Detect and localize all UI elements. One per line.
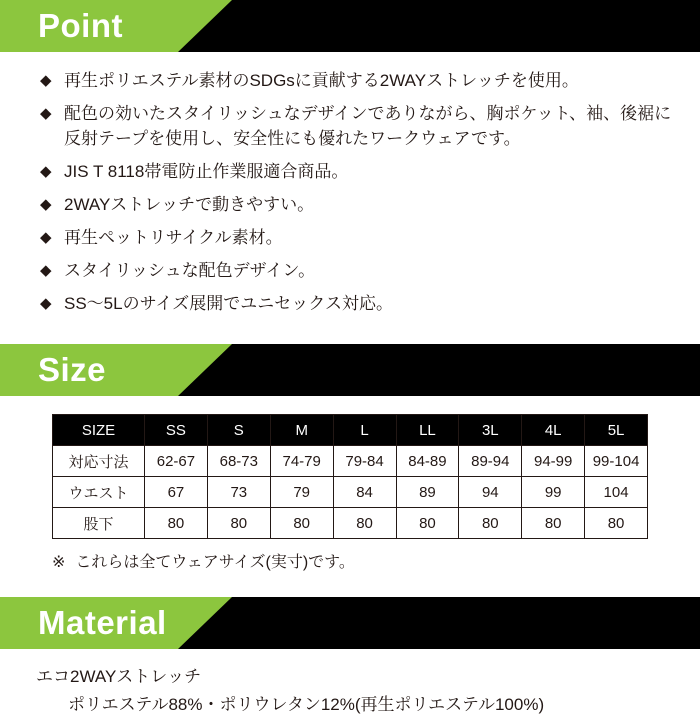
table-row <box>53 477 648 508</box>
table-cell: 80 <box>585 508 648 539</box>
table-cell: 89-94 <box>459 446 522 477</box>
table-cell: 79 <box>270 477 333 508</box>
table-cell: 80 <box>145 508 208 539</box>
point-section-heading <box>0 0 700 52</box>
column-header: L <box>333 415 396 446</box>
row-header: 股下 <box>53 508 145 539</box>
table-cell: 104 <box>585 477 648 508</box>
list-item-text: 再生ポリエステル素材のSDGsに貢献する2WAYストレッチを使用。 <box>64 71 579 90</box>
point-bullet-list <box>0 68 700 316</box>
table-cell: 89 <box>396 477 459 508</box>
size-heading-label: Size <box>38 351 107 388</box>
diamond-bullet-icon: ◆ <box>40 196 52 213</box>
list-item <box>40 159 682 184</box>
table-cell: 80 <box>270 508 333 539</box>
list-item <box>40 192 682 217</box>
list-item-text: SS〜5Lのサイズ展開でユニセックス対応。 <box>64 294 394 313</box>
table-cell: 84 <box>333 477 396 508</box>
diamond-bullet-icon: ◆ <box>40 105 52 122</box>
column-header: SS <box>145 415 208 446</box>
size-table <box>52 414 648 539</box>
column-header: 3L <box>459 415 522 446</box>
spacer <box>0 575 700 597</box>
material-heading-label: Material <box>38 604 167 641</box>
point-heading-label: Point <box>38 7 123 44</box>
table-row <box>53 446 648 477</box>
table-cell: 99-104 <box>585 446 648 477</box>
table-cell: 74-79 <box>270 446 333 477</box>
list-item-text: 再生ペットリサイクル素材。 <box>64 228 283 247</box>
list-item <box>40 291 682 316</box>
list-item <box>40 258 682 283</box>
size-note <box>0 539 700 575</box>
list-item-text: 配色の効いたスタイリッシュなデザインでありながら、胸ポケット、袖、後裾に反射テープを使用し、安全性にも優れたワークウェアです。 <box>64 104 672 148</box>
list-item-text: 2WAYストレッチで動きやすい。 <box>64 195 315 214</box>
list-item <box>40 68 682 93</box>
spacer <box>0 324 700 344</box>
table-cell: 94 <box>459 477 522 508</box>
table-row <box>53 508 648 539</box>
column-header: M <box>270 415 333 446</box>
list-item-text: スタイリッシュな配色デザイン。 <box>64 261 316 280</box>
table-cell: 84-89 <box>396 446 459 477</box>
table-cell: 62-67 <box>145 446 208 477</box>
column-header: 5L <box>585 415 648 446</box>
column-header: S <box>207 415 270 446</box>
column-header: 4L <box>522 415 585 446</box>
material-body <box>0 649 700 719</box>
list-item-text: JIS T 8118帯電防止作業服適合商品。 <box>64 162 349 181</box>
diamond-bullet-icon: ◆ <box>40 229 52 246</box>
material-name: エコ2WAYストレッチ <box>36 667 202 686</box>
note-mark-icon: ※ <box>52 554 66 571</box>
table-cell: 80 <box>333 508 396 539</box>
table-header-row <box>53 415 648 446</box>
list-item <box>40 101 682 151</box>
table-cell: 94-99 <box>522 446 585 477</box>
diamond-bullet-icon: ◆ <box>40 262 52 279</box>
table-cell: 80 <box>522 508 585 539</box>
column-header: SIZE <box>53 415 145 446</box>
table-cell: 67 <box>145 477 208 508</box>
diamond-bullet-icon: ◆ <box>40 163 52 180</box>
table-cell: 68-73 <box>207 446 270 477</box>
material-composition: ポリエステル88%・ポリウレタン12%(再生ポリエステル100%) <box>68 695 545 714</box>
table-cell: 73 <box>207 477 270 508</box>
diamond-bullet-icon: ◆ <box>40 295 52 312</box>
table-cell: 99 <box>522 477 585 508</box>
list-item <box>40 225 682 250</box>
table-cell: 80 <box>207 508 270 539</box>
table-cell: 79-84 <box>333 446 396 477</box>
material-section-heading <box>0 597 700 649</box>
table-cell: 80 <box>396 508 459 539</box>
table-cell: 80 <box>459 508 522 539</box>
row-header: ウエスト <box>53 477 145 508</box>
note-text: これらは全てウェアサイズ(実寸)です。 <box>75 554 355 571</box>
diamond-bullet-icon: ◆ <box>40 72 52 89</box>
row-header: 対応寸法 <box>53 446 145 477</box>
column-header: LL <box>396 415 459 446</box>
size-table-wrapper <box>0 396 700 539</box>
size-section-heading <box>0 344 700 396</box>
